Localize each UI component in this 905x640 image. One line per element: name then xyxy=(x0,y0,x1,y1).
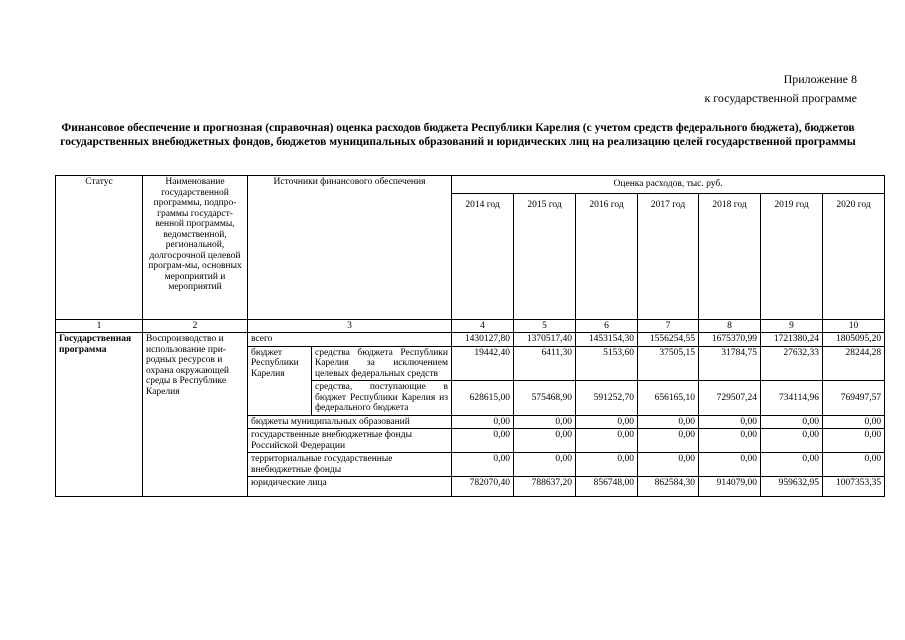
value-cell: 782070,40 xyxy=(452,477,514,497)
source-label: территориальные государственные внебюджетные фонды xyxy=(248,453,452,477)
value-cell: 0,00 xyxy=(514,453,576,477)
header-estimate: Оценка расходов, тыс. руб. xyxy=(452,176,885,194)
value-cell: 591252,70 xyxy=(576,381,638,416)
col-number: 2 xyxy=(143,319,248,333)
year-2016: 2016 год xyxy=(576,193,638,319)
year-2014: 2014 год xyxy=(452,193,514,319)
value-cell: 914079,00 xyxy=(699,477,761,497)
source-label: средства бюджета Республики Карелия за исключением целевых федеральных средств xyxy=(312,346,452,381)
value-cell: 0,00 xyxy=(514,415,576,429)
col-number: 6 xyxy=(576,319,638,333)
value-cell: 769497,57 xyxy=(823,381,885,416)
value-cell: 0,00 xyxy=(761,429,823,453)
source-label: государственные внебюджетные фонды Российской Федерации xyxy=(248,429,452,453)
col-number: 3 xyxy=(248,319,452,333)
column-numbers-row xyxy=(56,319,885,333)
year-2015: 2015 год xyxy=(514,193,576,319)
table-row xyxy=(56,333,885,347)
source-label: всего xyxy=(248,333,452,347)
header-row xyxy=(56,176,885,194)
col-number: 5 xyxy=(514,319,576,333)
value-cell: 862584,30 xyxy=(638,477,699,497)
col-number: 1 xyxy=(56,319,143,333)
col-number: 4 xyxy=(452,319,514,333)
value-cell: 0,00 xyxy=(699,415,761,429)
value-cell: 0,00 xyxy=(576,453,638,477)
col-number: 9 xyxy=(761,319,823,333)
value-cell: 0,00 xyxy=(576,415,638,429)
year-2018: 2018 год xyxy=(699,193,761,319)
value-cell: 19442,40 xyxy=(452,346,514,381)
col-number: 10 xyxy=(823,319,885,333)
value-cell: 0,00 xyxy=(638,415,699,429)
value-cell: 37505,15 xyxy=(638,346,699,381)
value-cell: 1675370,99 xyxy=(699,333,761,347)
value-cell: 0,00 xyxy=(699,453,761,477)
value-cell: 0,00 xyxy=(638,429,699,453)
value-cell: 1370517,40 xyxy=(514,333,576,347)
value-cell: 5153,60 xyxy=(576,346,638,381)
source-label: юридические лица xyxy=(248,477,452,497)
value-cell: 628615,00 xyxy=(452,381,514,416)
value-cell: 28244,28 xyxy=(823,346,885,381)
value-cell: 0,00 xyxy=(638,453,699,477)
value-cell: 1430127,80 xyxy=(452,333,514,347)
value-cell: 575468,90 xyxy=(514,381,576,416)
value-cell: 1453154,30 xyxy=(576,333,638,347)
appendix-number: Приложение 8 xyxy=(783,72,857,86)
value-cell: 856748,00 xyxy=(576,477,638,497)
value-cell: 1805095,20 xyxy=(823,333,885,347)
value-cell: 6411,30 xyxy=(514,346,576,381)
year-2019: 2019 год xyxy=(761,193,823,319)
header-sources: Источники финансового обеспечения xyxy=(248,176,452,320)
program-name-cell: Воспроизводство и использование при-родных ресурсов и охрана окружающей среды в Республике Карелия xyxy=(143,333,248,497)
value-cell: 27632,33 xyxy=(761,346,823,381)
value-cell: 0,00 xyxy=(699,429,761,453)
value-cell: 0,00 xyxy=(823,453,885,477)
year-2017: 2017 год xyxy=(638,193,699,319)
value-cell: 0,00 xyxy=(761,453,823,477)
value-cell: 1556254,55 xyxy=(638,333,699,347)
value-cell: 1007353,35 xyxy=(823,477,885,497)
value-cell: 0,00 xyxy=(823,415,885,429)
header-status: Статус xyxy=(56,176,143,320)
status-cell: Государственная программа xyxy=(56,333,143,497)
value-cell: 0,00 xyxy=(452,453,514,477)
value-cell: 1721380,24 xyxy=(761,333,823,347)
appendix-reference: к государственной программе xyxy=(704,91,857,105)
budget-rk-label: бюджет Республики Карелия xyxy=(248,346,312,415)
value-cell: 734114,96 xyxy=(761,381,823,416)
value-cell: 0,00 xyxy=(761,415,823,429)
finance-table xyxy=(55,175,885,497)
source-label: средства, поступающие в бюджет Республики Карелия из федерального бюджета xyxy=(312,381,452,416)
value-cell: 31784,75 xyxy=(699,346,761,381)
source-label: бюджеты муниципальных образований xyxy=(248,415,452,429)
col-number: 7 xyxy=(638,319,699,333)
appendix-note xyxy=(704,70,857,108)
value-cell: 788637,20 xyxy=(514,477,576,497)
value-cell: 0,00 xyxy=(823,429,885,453)
value-cell: 656165,10 xyxy=(638,381,699,416)
value-cell: 959632,95 xyxy=(761,477,823,497)
value-cell: 0,00 xyxy=(452,429,514,453)
value-cell: 729507,24 xyxy=(699,381,761,416)
header-name: Наименование государственной программы, подпро-граммы государст-венной программы, ведомственной, региональной, долгосрочной целевой програм-мы, основных мероприятий и мероприятий xyxy=(143,176,248,320)
year-2020: 2020 год xyxy=(823,193,885,319)
value-cell: 0,00 xyxy=(576,429,638,453)
value-cell: 0,00 xyxy=(514,429,576,453)
document-title: Финансовое обеспечение и прогнозная (справочная) оценка расходов бюджета Республики Карелия (с учетом средств федерального бюджета), бюджетов государственных внебюджетных фондов, бюджетов муниципальных образований и юридических лиц на реализацию целей государственной программы xyxy=(60,122,856,148)
col-number: 8 xyxy=(699,319,761,333)
value-cell: 0,00 xyxy=(452,415,514,429)
